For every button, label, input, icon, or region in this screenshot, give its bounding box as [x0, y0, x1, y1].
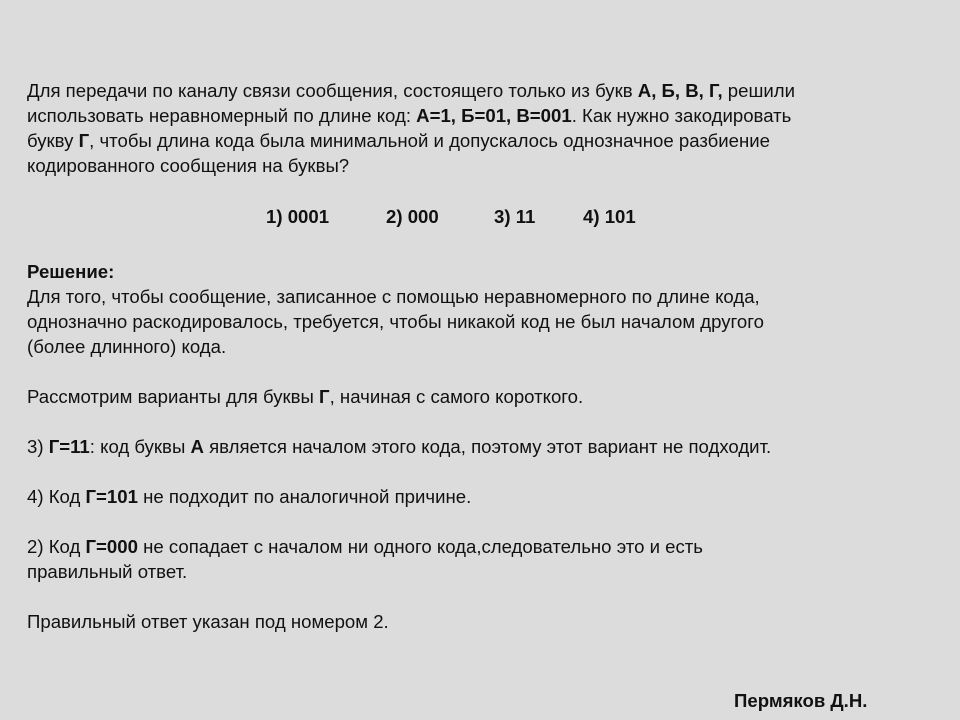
solution-heading: Решение:	[27, 261, 115, 282]
answer-option-1: 1) 0001	[266, 206, 330, 227]
blank-line	[27, 584, 937, 609]
solution-text	[27, 259, 937, 634]
solution-option-2: 2) Код Г=000 не сопадает с началом ни одного кода,следовательно это и есть	[27, 536, 703, 557]
solution-intro-1: Для того, чтобы сообщение, записанное с помощью неравномерного по длине кода,	[27, 286, 760, 307]
answer-options	[0, 206, 960, 234]
solution-option-2-cont: правильный ответ.	[27, 561, 188, 582]
problem-text	[27, 78, 937, 178]
given-codes: А=1, Б=01, В=001	[416, 105, 572, 126]
problem-line-2: использовать неравномерный по длине код: А=1, Б=01, В=001. Как нужно закодировать	[27, 105, 792, 126]
target-letter: Г	[78, 130, 90, 151]
blank-line	[27, 359, 937, 384]
author-name: Пермяков Д.Н.	[734, 690, 868, 711]
problem-line-1: Для передачи по каналу связи сообщения, состоящего только из букв А, Б, В, Г, решили	[27, 80, 796, 101]
answer-option-4: 4) 101	[583, 206, 636, 227]
solution-intro-3: (более длинного) кода.	[27, 336, 227, 357]
answer-option-2: 2) 000	[386, 206, 439, 227]
blank-line	[27, 509, 937, 534]
problem-line-4: кодированного сообщения на буквы?	[27, 155, 350, 176]
solution-option-3: 3) Г=11: код буквы А является началом этого кода, поэтому этот вариант не подходит.	[27, 436, 772, 457]
solution-option-4: 4) Код Г=101 не подходит по аналогичной причине.	[27, 486, 472, 507]
solution-consider: Рассмотрим варианты для буквы Г, начиная с самого короткого.	[27, 386, 584, 407]
problem-line-3: букву Г, чтобы длина кода была минимальной и допускалось однозначное разбиение	[27, 130, 771, 151]
blank-line	[27, 459, 937, 484]
solution-final: Правильный ответ указан под номером 2.	[27, 611, 389, 632]
solution-intro-2: однозначно раскодировалось, требуется, чтобы никакой код не был началом другого	[27, 311, 764, 332]
letters-list: А, Б, В, Г,	[637, 80, 723, 101]
answer-option-3: 3) 11	[494, 206, 536, 227]
blank-line	[27, 409, 937, 434]
